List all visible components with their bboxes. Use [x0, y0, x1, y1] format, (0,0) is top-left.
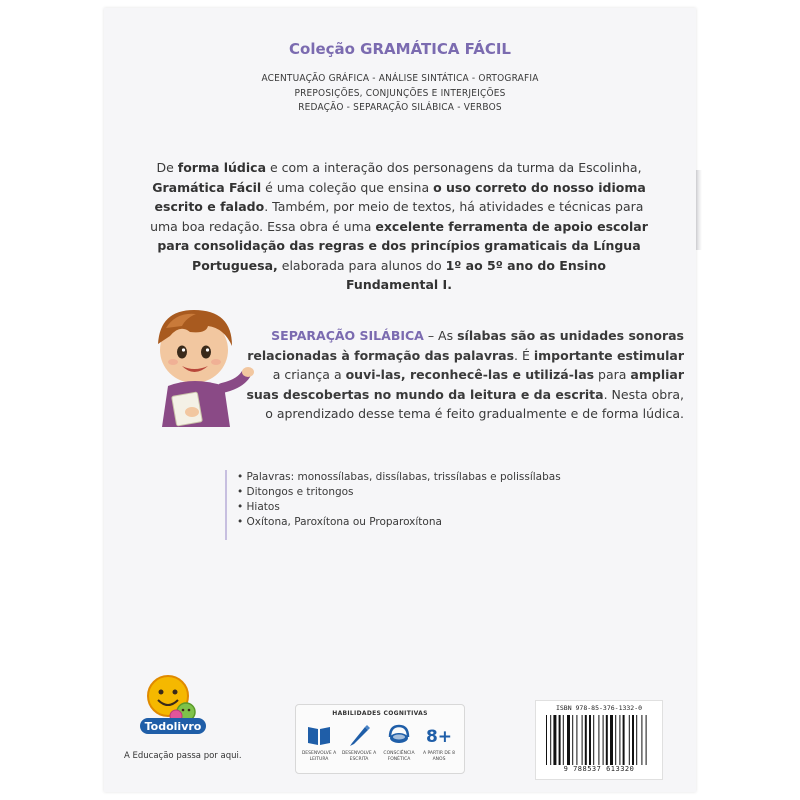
todolivro-logo — [128, 672, 218, 742]
intro-bold: 1º ao 5º ano do Ensino Fundamental I. — [346, 257, 606, 292]
skill-caption: CONSCIÊNCIA FONÉTICA — [383, 751, 415, 762]
barcode-number: 9 788537 613320 — [563, 765, 635, 773]
headphones-icon — [386, 723, 412, 747]
section-bold: ampliar suas descobertas no mundo da leitura e da escrita — [246, 367, 684, 402]
barcode-bar — [606, 715, 608, 765]
list-item-text: Ditongos e tritongos — [246, 486, 354, 498]
section-bold: importante estimular — [533, 347, 684, 363]
barcode-bar — [567, 715, 570, 765]
list-item-text: Oxítona, Paroxítona ou Proparoxítona — [246, 516, 442, 528]
section-bold: sílabas são as unidades sonoras relacionadas à formação das palavras — [247, 328, 684, 363]
intro-text: De — [156, 160, 178, 175]
barcode-bar — [546, 715, 547, 765]
topics-line: ACENTUAÇÃO GRÁFICA - ANÁLISE SINTÁTICA - ORTOGRAFIA — [261, 73, 539, 84]
section-text: . Nesta obra, o aprendizado desse tema é feito gradualmente e de forma lúdica. — [265, 386, 684, 421]
section-text: para — [594, 367, 631, 382]
barcode-bar — [559, 715, 561, 765]
barcode-bars — [544, 715, 654, 765]
pencil-icon — [346, 723, 372, 747]
barcode-bar — [641, 715, 642, 765]
intro-bold: o uso correto do nosso idioma escrito e falado — [154, 179, 646, 214]
barcode-bar — [585, 715, 587, 765]
barcode-bar — [636, 715, 637, 765]
skill-caption: DESENVOLVE A ESCRITA — [341, 751, 377, 762]
barcode-bar — [629, 715, 630, 765]
cognitive-skills-panel — [295, 704, 465, 774]
section-bold: ouvi-las, reconhecê-las e utilizá-las — [345, 367, 595, 382]
list-item: • Hiatos — [237, 501, 280, 513]
neighbor-page-edge — [696, 170, 702, 250]
intro-bold: Gramática Fácil — [152, 179, 262, 195]
skill-caption: A PARTIR DE 8 ANOS — [422, 751, 456, 762]
barcode-bar — [593, 715, 594, 765]
age-badge-label: 8+ — [426, 727, 452, 747]
section-text: . É — [514, 347, 534, 363]
content-bullet-list — [225, 470, 577, 540]
publisher-slogan: A Educação passa por aqui. — [124, 751, 242, 761]
section-keyword: SEPARAÇÃO SILÁBICA — [271, 328, 424, 343]
book-icon — [306, 723, 332, 747]
section-text: a criança a — [272, 367, 346, 382]
barcode-bar — [615, 715, 616, 765]
barcode-bar — [576, 715, 577, 765]
barcode-bar — [619, 715, 620, 765]
skill-reading — [298, 721, 340, 771]
topics-line: PREPOSIÇÕES, CONJUNÇÕES E INTERJEIÇÕES — [294, 87, 506, 99]
age-badge-icon — [426, 723, 452, 747]
list-item-text: Hiatos — [246, 501, 280, 513]
list-item: • Oxítona, Paroxítona ou Proparoxítona — [237, 516, 442, 528]
section-paragraph — [244, 326, 684, 424]
isbn-text: ISBN 978-85-376-1332-0 — [555, 704, 643, 712]
barcode-bar — [550, 715, 551, 765]
list-item: • Ditongos e tritongos — [237, 486, 354, 498]
section-text: – As — [423, 328, 458, 343]
skills-title: HABILIDADES COGNITIVAS — [332, 710, 428, 717]
barcode-bar — [572, 715, 573, 765]
topics-list — [104, 72, 696, 116]
book-back-cover — [104, 8, 696, 792]
barcode-bar — [646, 715, 647, 765]
skill-caption: DESENVOLVE A LEITURA — [301, 751, 337, 762]
intro-text: e com a interação dos personagens da turma da Escolinha, — [266, 160, 642, 175]
intro-bold: forma lúdica — [177, 160, 267, 175]
barcode-bar — [598, 715, 599, 765]
topics-line: REDAÇÃO - SEPARAÇÃO SILÁBICA - VERBOS — [298, 102, 502, 113]
barcode-bar — [582, 715, 583, 765]
list-item: • Palavras: monossílabas, dissílabas, trissílabas e polissílabas — [237, 471, 561, 483]
publisher-name: Todolivro — [144, 720, 202, 733]
skill-phonetic — [378, 721, 420, 771]
barcode-bar — [563, 715, 564, 765]
skill-writing — [338, 721, 380, 771]
intro-text: é uma coleção que ensina — [261, 179, 434, 195]
list-item-text: Palavras: monossílabas, dissílabas, trissílabas e polissílabas — [246, 471, 561, 483]
barcode-bar — [632, 715, 634, 765]
barcode-bar — [603, 715, 604, 765]
boy-mascot-illustration — [146, 302, 256, 427]
barcode-bar — [589, 715, 591, 765]
series-title: Coleção GRAMÁTICA FÁCIL — [289, 40, 511, 58]
barcode-bar — [610, 715, 613, 765]
intro-paragraph — [149, 158, 649, 295]
intro-bold: excelente ferramenta de apoio escolar para consolidação das regras e dos princípios gramaticais da Língua Portuguesa, — [157, 218, 648, 273]
barcode-bar — [623, 715, 625, 765]
skill-age — [418, 721, 460, 771]
intro-text: elaborada para alunos do — [277, 257, 446, 273]
barcode-box — [535, 700, 663, 780]
barcode-bar — [553, 715, 556, 765]
intro-text: . Também, por meio de textos, há atividades e técnicas para uma boa redação. Essa obra é uma — [150, 199, 644, 234]
